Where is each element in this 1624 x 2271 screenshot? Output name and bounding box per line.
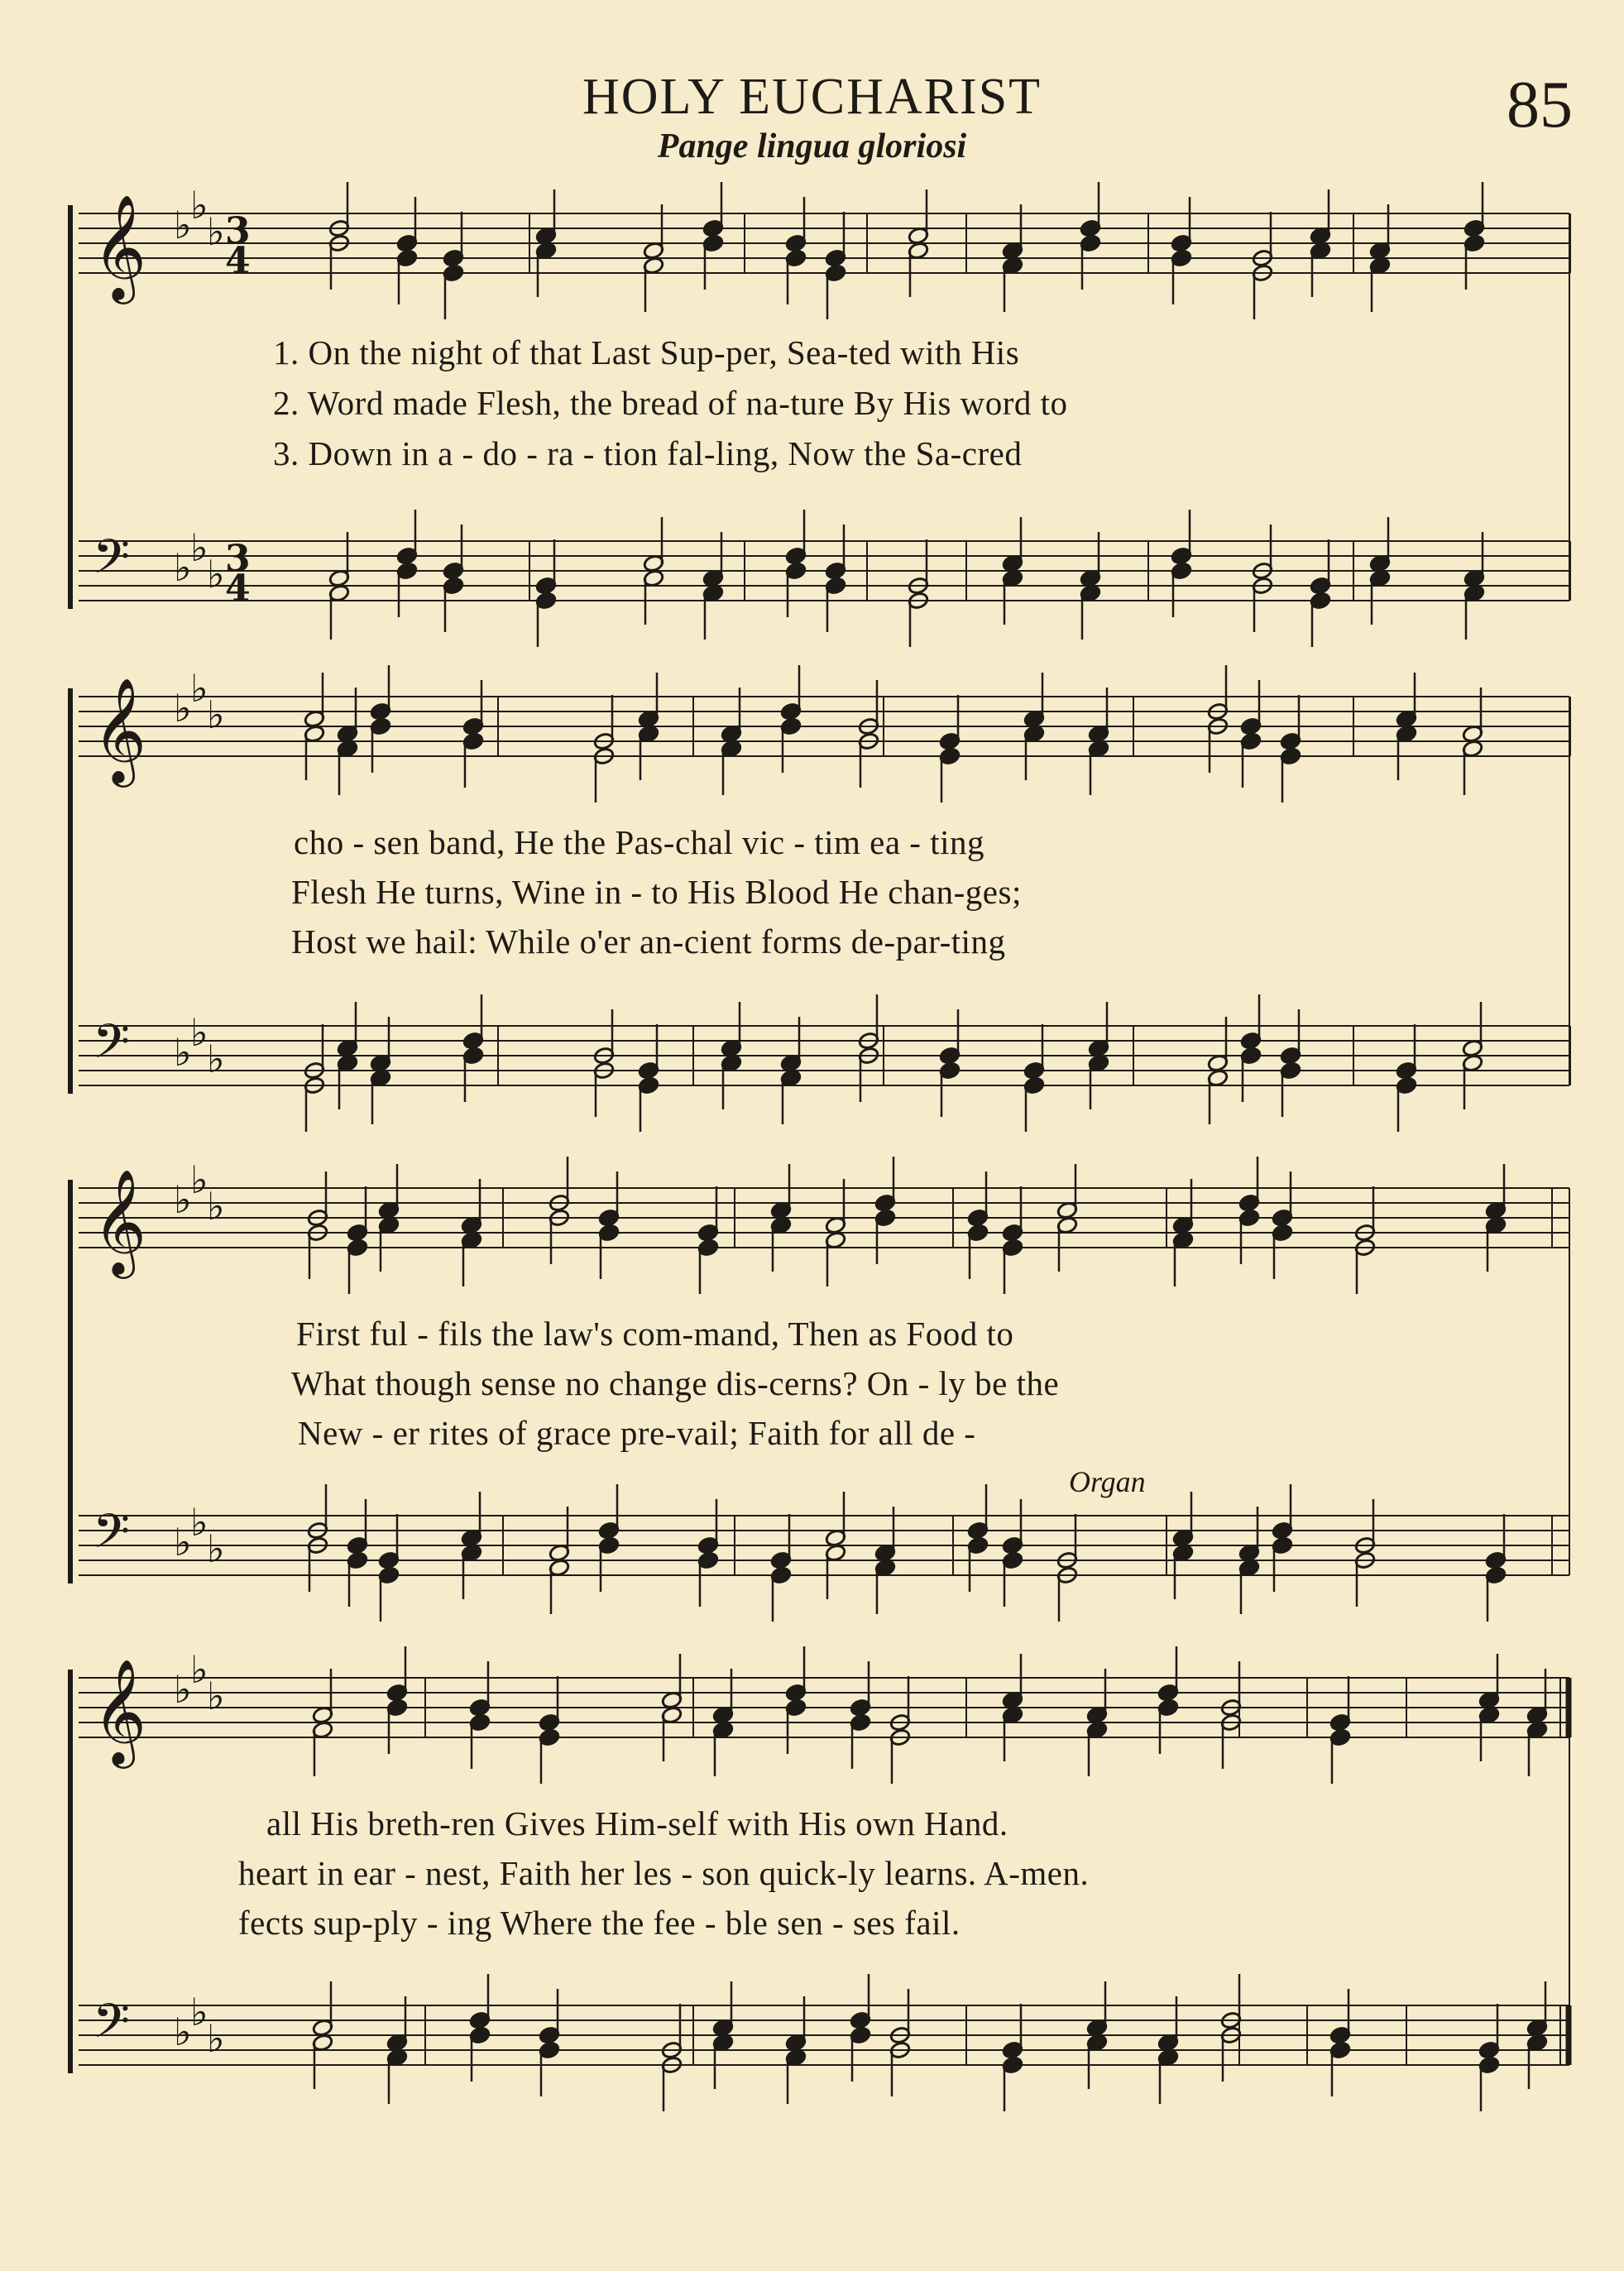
flat-sign: ♭: [174, 1177, 192, 1222]
flat-sign: ♭: [207, 2016, 225, 2061]
time-signature-top: 3: [225, 538, 251, 580]
page-title: HOLY EUCHARIST: [582, 69, 1042, 125]
flat-sign: ♭: [190, 1647, 208, 1692]
time-signature-top: 3: [225, 210, 251, 252]
bass-clef: 𝄢: [93, 1013, 131, 1081]
lyric-line: heart in ear - nest, Faith her les - son quick-ly learns. A-men.: [238, 1854, 1090, 1892]
lyric-line: 2. Word made Flesh, the bread of na-ture By His word to: [273, 384, 1068, 422]
lyric-line: What though sense no change dis-cerns? On - ly be the: [291, 1364, 1060, 1402]
flat-sign: ♭: [190, 1157, 208, 1202]
flat-sign: ♭: [190, 1500, 208, 1545]
time-signature-bottom: 4: [225, 568, 251, 610]
flat-sign: ♭: [174, 1667, 192, 1712]
page-subtitle: Pange lingua gloriosi: [657, 127, 967, 165]
flat-sign: ♭: [190, 666, 208, 711]
lyric-line: all His breth-ren Gives Him-self with His own Hand.: [266, 1804, 1008, 1842]
flat-sign: ♭: [174, 545, 192, 590]
treble-clef: 𝄞: [93, 194, 147, 299]
lyric-line: 1. On the night of that Last Sup-per, Sea-ted with His: [273, 333, 1020, 371]
flat-sign: ♭: [174, 1520, 192, 1564]
bass-clef: 𝄢: [93, 1503, 131, 1571]
flat-sign: ♭: [190, 525, 208, 570]
flat-sign: ♭: [190, 1010, 208, 1055]
treble-clef: 𝄞: [93, 677, 147, 783]
flat-sign: ♭: [190, 183, 208, 228]
flat-sign: ♭: [207, 552, 225, 596]
flat-sign: ♭: [207, 1674, 225, 1718]
flat-sign: ♭: [174, 2010, 192, 2054]
organ-marking: Organ: [1069, 1465, 1146, 1498]
time-signature-bottom: 4: [225, 240, 251, 282]
treble-clef: 𝄞: [93, 1168, 147, 1274]
lyric-line: cho - sen band, He the Pas-chal vic - tim ea - ting: [294, 823, 984, 861]
flat-sign: ♭: [207, 1526, 225, 1571]
flat-sign: ♭: [174, 1030, 192, 1075]
flat-sign: ♭: [174, 203, 192, 247]
flat-sign: ♭: [207, 209, 225, 254]
lyric-line: 3. Down in a - do - ra - tion fal-ling, Now the Sa-cred: [273, 434, 1023, 472]
lyric-line: New - er rites of grace pre-vail; Faith for all de -: [298, 1414, 976, 1452]
bass-clef: 𝄢: [93, 529, 131, 596]
flat-sign: ♭: [207, 1037, 225, 1081]
lyric-line: Flesh He turns, Wine in - to His Blood He chan-ges;: [291, 873, 1022, 911]
bass-clef: 𝄢: [93, 1993, 131, 2061]
flat-sign: ♭: [207, 692, 225, 737]
flat-sign: ♭: [207, 1184, 225, 1229]
treble-clef: 𝄞: [93, 1658, 147, 1764]
lyric-line: Host we hail: While o'er an-cient forms de-par-ting: [291, 922, 1006, 961]
lyric-line: First ful - fils the law's com-mand, Then as Food to: [296, 1315, 1014, 1353]
lyric-line: fects sup-ply - ing Where the fee - ble sen - ses fail.: [238, 1904, 961, 1942]
page-number: 85: [1507, 69, 1573, 141]
flat-sign: ♭: [190, 1990, 208, 2034]
flat-sign: ♭: [174, 686, 192, 731]
